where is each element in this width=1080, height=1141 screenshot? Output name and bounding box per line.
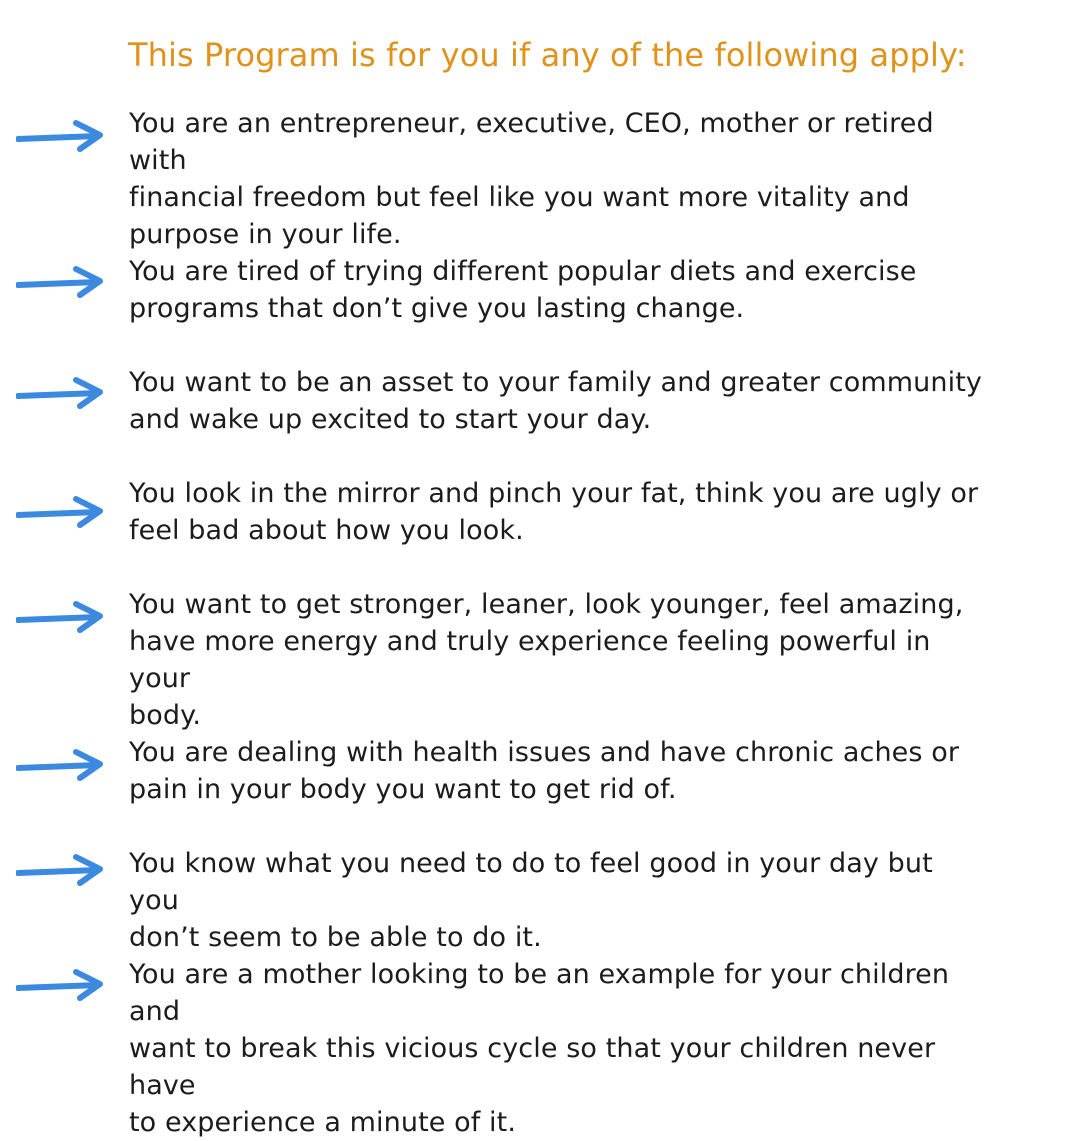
text-line: and wake up excited to start your day. xyxy=(129,404,652,435)
arrow-right-icon xyxy=(16,263,104,303)
arrow-right-icon xyxy=(16,966,104,1006)
text-line: want to break this vicious cycle so that your children never have xyxy=(129,1033,936,1101)
text-line: You are a mother looking to be an example for your children and xyxy=(129,959,950,1027)
page-title: This Program is for you if any of the following apply: xyxy=(128,36,967,74)
text-line: You want to be an asset to your family and greater community xyxy=(129,367,982,398)
text-line: You know what you need to do to feel good in your day but you xyxy=(129,848,933,916)
list-item-text xyxy=(129,475,989,549)
list-item-text xyxy=(129,845,989,956)
list-item-text xyxy=(129,253,989,327)
list-item-text xyxy=(129,105,989,253)
list-item-text xyxy=(129,734,989,808)
text-line: body. xyxy=(129,700,202,731)
arrow-right-icon xyxy=(16,851,104,891)
text-line: programs that don’t give you lasting change. xyxy=(129,293,745,324)
text-line: You want to get stronger, leaner, look younger, feel amazing, xyxy=(129,589,964,620)
text-line: financial freedom but feel like you want more vitality and xyxy=(129,182,910,213)
text-line: don’t seem to be able to do it. xyxy=(129,922,542,953)
arrow-right-icon xyxy=(16,493,104,533)
list-item-text xyxy=(129,364,989,438)
text-line: You are dealing with health issues and have chronic aches or xyxy=(129,737,960,768)
text-line: feel bad about how you look. xyxy=(129,515,524,546)
text-line: You look in the mirror and pinch your fat, think you are ugly or xyxy=(129,478,979,509)
text-line: pain in your body you want to get rid of. xyxy=(129,774,677,805)
text-line: You are an entrepreneur, executive, CEO, mother or retired with xyxy=(129,108,934,176)
text-line: purpose in your life. xyxy=(129,219,402,250)
arrow-right-icon xyxy=(16,374,104,414)
text-line: to experience a minute of it. xyxy=(129,1107,517,1138)
text-line: You are tired of trying different popular diets and exercise xyxy=(129,256,917,287)
list-item-text xyxy=(129,956,989,1141)
arrow-right-icon xyxy=(16,117,104,157)
text-line: have more energy and truly experience feeling powerful in your xyxy=(129,626,931,694)
list-item-text xyxy=(129,586,989,734)
arrow-right-icon xyxy=(16,598,104,638)
arrow-right-icon xyxy=(16,746,104,786)
